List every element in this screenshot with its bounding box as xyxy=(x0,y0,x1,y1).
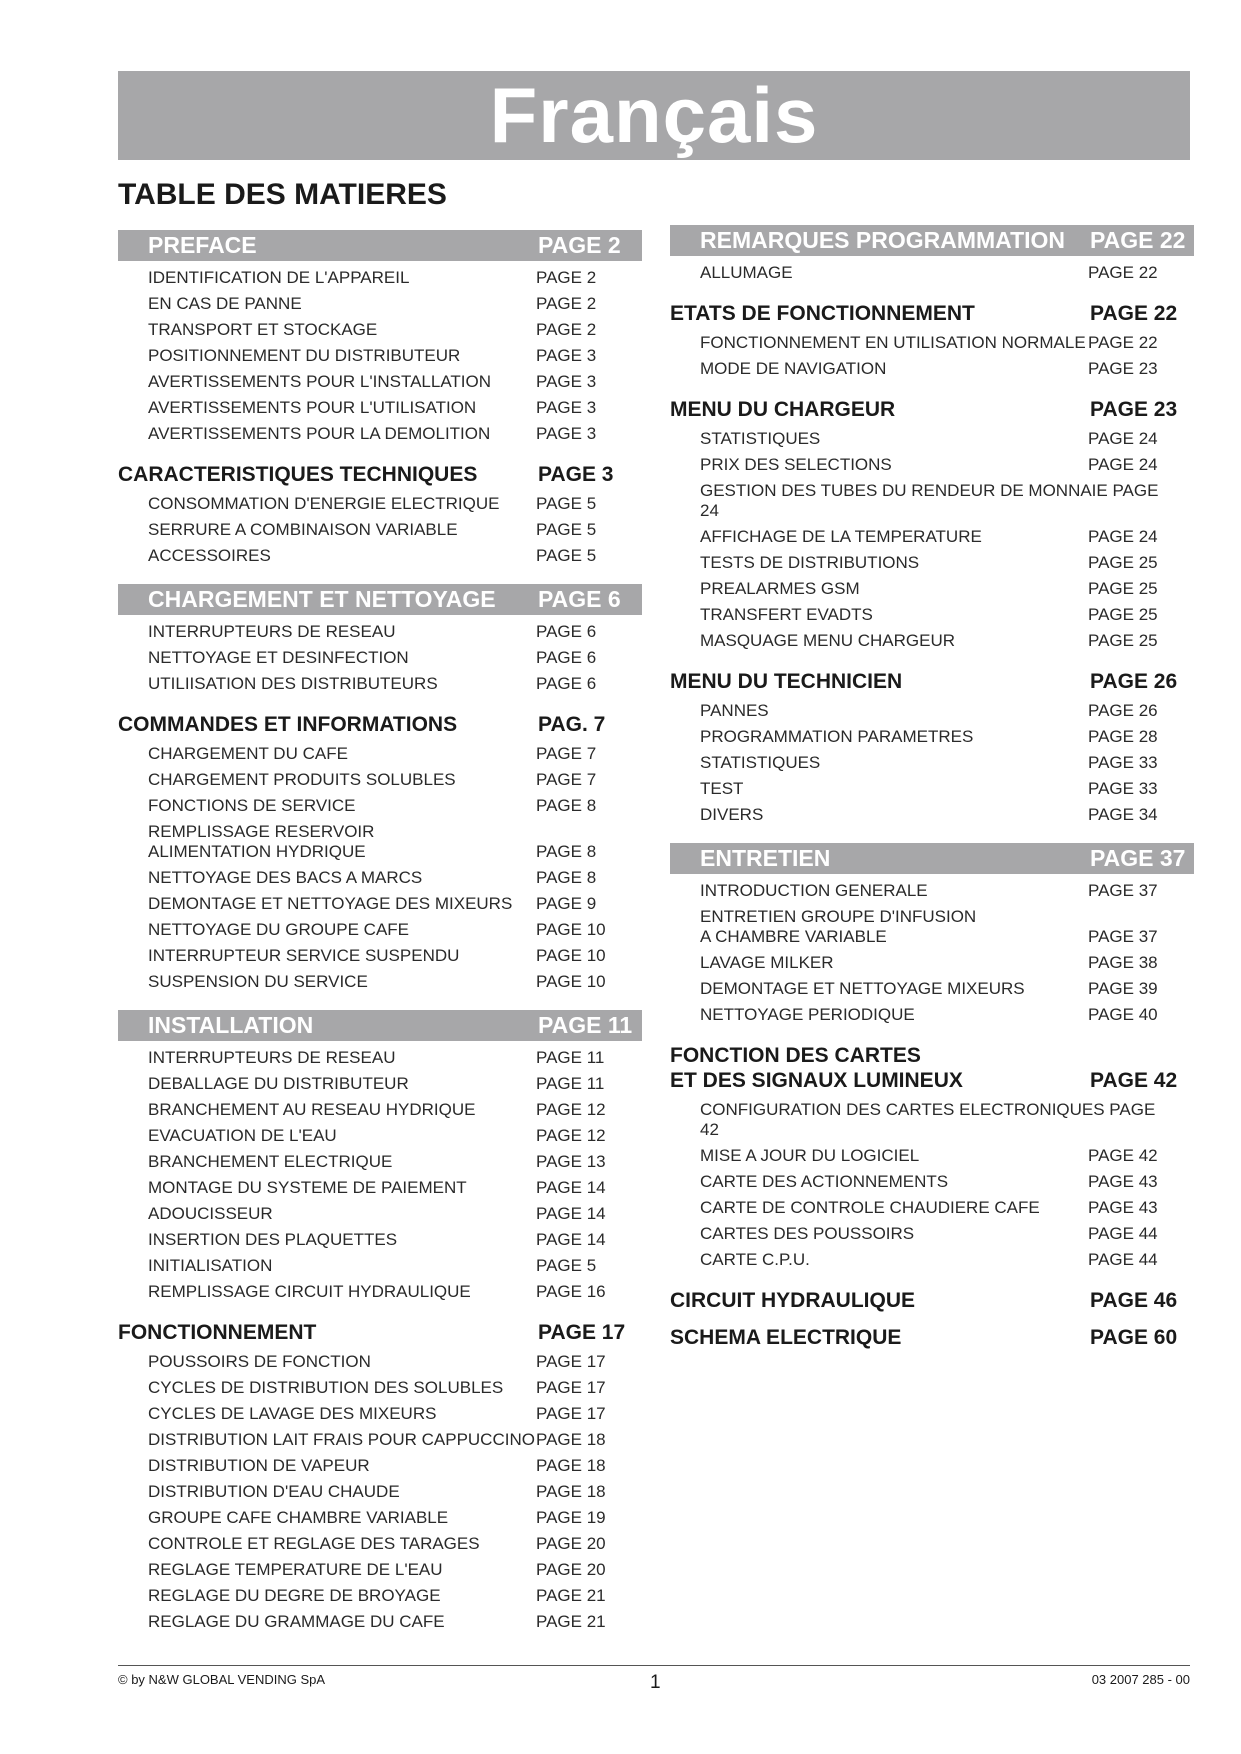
toc-entry-page: PAGE 18 xyxy=(536,1456,606,1475)
toc-entry-title: INTERRUPTEUR SERVICE SUSPENDU xyxy=(148,946,460,965)
footer-divider xyxy=(118,1665,1190,1666)
toc-entry-title: REGLAGE DU GRAMMAGE DU CAFE xyxy=(148,1612,445,1631)
toc-section xyxy=(670,225,1194,301)
toc-entry-title: MISE A JOUR DU LOGICIEL xyxy=(700,1146,920,1165)
section-title: FONCTIONNEMENT xyxy=(118,1321,317,1344)
toc-entry xyxy=(118,648,642,668)
toc-entry-page: PAGE 11 xyxy=(536,1048,605,1067)
toc-entry xyxy=(118,744,642,764)
toc-entry xyxy=(670,359,1194,379)
toc-entry-page: PAGE 26 xyxy=(1088,701,1158,720)
section-heading xyxy=(670,225,1194,256)
toc-entry-list xyxy=(670,256,1194,283)
section-title: CIRCUIT HYDRAULIQUE xyxy=(670,1289,915,1312)
toc-entry-title: CARTE DES ACTIONNEMENTS xyxy=(700,1172,949,1191)
toc-entry xyxy=(118,372,642,392)
toc-entry-title: CONTROLE ET REGLAGE DES TARAGES xyxy=(148,1534,480,1553)
section-title: MENU DU CHARGEUR xyxy=(670,398,896,421)
section-heading xyxy=(118,712,642,737)
toc-entry xyxy=(118,1256,642,1276)
toc-entry xyxy=(118,1152,642,1172)
section-page: PAGE 42 xyxy=(1090,1069,1178,1092)
toc-entry xyxy=(670,631,1194,651)
toc-entry-title: NETTOYAGE DU GROUPE CAFE xyxy=(148,920,410,939)
toc-entry xyxy=(118,1612,642,1632)
section-heading xyxy=(118,1320,642,1345)
toc-entry xyxy=(670,779,1194,799)
toc-entry-page: PAGE 25 xyxy=(1088,605,1158,624)
toc-entry xyxy=(670,605,1194,625)
toc-entry-page: PAGE 12 xyxy=(536,1100,606,1119)
section-heading xyxy=(670,1288,1194,1313)
toc-entry xyxy=(670,753,1194,773)
toc-entry-title: DIVERS xyxy=(700,805,764,824)
toc-entry-page: PAGE 6 xyxy=(536,622,597,641)
toc-entry-page: PAGE 8 xyxy=(536,842,597,861)
toc-entry-title: NETTOYAGE DES BACS A MARCS xyxy=(148,868,423,887)
toc-entry xyxy=(670,263,1194,283)
toc-entry xyxy=(118,424,642,444)
toc-entry-page: PAGE 8 xyxy=(536,796,597,815)
section-title: ENTRETIEN xyxy=(700,845,831,871)
toc-entry xyxy=(670,1224,1194,1244)
toc-entry-title: NETTOYAGE PERIODIQUE xyxy=(700,1005,915,1024)
toc-entry-title: STATISTIQUES xyxy=(700,753,821,772)
toc-entry-page: PAGE 10 xyxy=(536,946,606,965)
toc-entry-page: PAGE 5 xyxy=(536,494,597,513)
toc-entry-page: PAGE 43 xyxy=(1088,1172,1158,1191)
toc-entry-page: PAGE 24 xyxy=(1088,527,1158,546)
toc-entry-page: PAGE 9 xyxy=(536,894,597,913)
toc-entry-title: DEMONTAGE ET NETTOYAGE MIXEURS xyxy=(700,979,1025,998)
section-title: REMARQUES PROGRAMMATION xyxy=(700,227,1066,253)
toc-entry xyxy=(118,920,642,940)
toc-entry-page: PAGE 20 xyxy=(536,1534,606,1553)
toc-entry xyxy=(118,1352,642,1372)
footer-page-number: 1 xyxy=(650,1672,661,1693)
toc-entry-title: EN CAS DE PANNE xyxy=(148,294,302,313)
toc-entry-page: PAGE 5 xyxy=(536,520,597,539)
toc-entry-page: PAGE 17 xyxy=(536,1404,606,1423)
section-page: PAGE 26 xyxy=(1090,670,1178,693)
toc-entry xyxy=(670,429,1194,449)
section-page: PAGE 3 xyxy=(538,463,614,486)
toc-entry-title: FONCTIONS DE SERVICE xyxy=(148,796,356,815)
toc-entry-page: PAGE 16 xyxy=(536,1282,606,1301)
toc-entry xyxy=(670,333,1194,353)
toc-entry-title: REMPLISSAGE CIRCUIT HYDRAULIQUE xyxy=(148,1282,471,1301)
toc-entry-title: INITIALISATION xyxy=(148,1256,273,1275)
toc-entry-title: DISTRIBUTION D'EAU CHAUDE xyxy=(148,1482,400,1501)
section-title: ETATS DE FONCTIONNEMENT xyxy=(670,302,975,325)
toc-entry xyxy=(118,520,642,540)
section-heading xyxy=(118,230,642,261)
section-heading xyxy=(670,397,1194,422)
toc-entry-title: INSERTION DES PLAQUETTES xyxy=(148,1230,398,1249)
toc-entry-page: PAGE 42 xyxy=(1088,1146,1158,1165)
toc-entry-page: PAGE 2 xyxy=(536,320,597,339)
toc-entry-title: ACCESSOIRES xyxy=(148,546,271,565)
toc-entry-title: POSITIONNEMENT DU DISTRIBUTEUR xyxy=(148,346,461,365)
toc-entry xyxy=(118,674,642,694)
toc-entry xyxy=(118,1126,642,1146)
toc-entry-page: PAGE 43 xyxy=(1088,1198,1158,1217)
toc-entry-title: POUSSOIRS DE FONCTION xyxy=(148,1352,371,1371)
toc-entry-title: DEMONTAGE ET NETTOYAGE DES MIXEURS xyxy=(148,894,513,913)
toc-entry xyxy=(118,1508,642,1528)
toc-entry xyxy=(118,346,642,366)
section-page: PAGE 46 xyxy=(1090,1289,1178,1312)
toc-entry xyxy=(670,1146,1194,1166)
toc-entry-page: PAGE 14 xyxy=(536,1230,606,1249)
footer-copyright: © by N&W GLOBAL VENDING SpA xyxy=(118,1672,326,1687)
toc-entry xyxy=(118,1560,642,1580)
toc-entry-title: CHARGEMENT DU CAFE xyxy=(148,744,348,763)
toc-entry-page: PAGE 44 xyxy=(1088,1250,1158,1269)
section-title: CARACTERISTIQUES TECHNIQUES xyxy=(118,463,478,486)
toc-entry-list xyxy=(670,694,1194,825)
section-heading xyxy=(670,1043,1194,1093)
toc-entry-title: REGLAGE DU DEGRE DE BROYAGE xyxy=(148,1586,441,1605)
toc-entry xyxy=(670,579,1194,599)
toc-entry-title: TEST xyxy=(700,779,744,798)
toc-entry-title: CYCLES DE LAVAGE DES MIXEURS xyxy=(148,1404,437,1423)
toc-section xyxy=(670,301,1194,397)
toc-entry-title: BRANCHEMENT ELECTRIQUE xyxy=(148,1152,393,1171)
toc-entry-title: AVERTISSEMENTS POUR L'INSTALLATION xyxy=(148,372,492,391)
toc-entry xyxy=(670,701,1194,721)
toc-entry xyxy=(118,1282,642,1302)
toc-entry xyxy=(118,946,642,966)
toc-entry xyxy=(670,907,1194,947)
toc-entry xyxy=(670,953,1194,973)
toc-entry xyxy=(118,294,642,314)
toc-entry-title: CHARGEMENT PRODUITS SOLUBLES xyxy=(148,770,456,789)
toc-section xyxy=(118,1010,642,1320)
toc-entry-page: PAGE 3 xyxy=(536,424,597,443)
toc-entry xyxy=(670,481,1194,521)
toc-entry xyxy=(118,268,642,288)
toc-entry-title: FONCTIONNEMENT EN UTILISATION NORMALE xyxy=(700,333,1086,352)
toc-entry-page: PAGE 34 xyxy=(1088,805,1158,824)
toc-entry-page: PAGE 24 xyxy=(1088,429,1158,448)
toc-entry-page: PAGE 18 xyxy=(536,1430,606,1449)
toc-entry xyxy=(118,1178,642,1198)
toc-left-column xyxy=(118,230,642,1650)
section-heading xyxy=(670,843,1194,874)
toc-entry-page: PAGE 17 xyxy=(536,1352,606,1371)
toc-entry-page: PAGE 17 xyxy=(536,1378,606,1397)
toc-entry xyxy=(118,1048,642,1068)
section-heading xyxy=(118,584,642,615)
section-page: PAGE 22 xyxy=(1090,302,1178,325)
section-page: PAGE 60 xyxy=(1090,1326,1178,1349)
toc-entry xyxy=(118,1534,642,1554)
toc-entry xyxy=(118,1230,642,1250)
toc-entry-title: CARTES DES POUSSOIRS xyxy=(700,1224,915,1243)
toc-entry-page: PAGE 2 xyxy=(536,268,597,287)
toc-entry-title: REMPLISSAGE RESERVOIR ALIMENTATION HYDRIQUE xyxy=(148,822,375,861)
toc-entry-title: PREALARMES GSM xyxy=(700,579,860,598)
toc-entry-page: PAGE 44 xyxy=(1088,1224,1158,1243)
section-title: PREFACE xyxy=(148,232,257,258)
toc-section xyxy=(670,1043,1194,1288)
toc-entry-page: PAGE 5 xyxy=(536,1256,597,1275)
section-heading xyxy=(670,1325,1194,1350)
toc-entry-page: PAGE 3 xyxy=(536,372,597,391)
toc-right-column xyxy=(670,225,1194,1362)
section-page: PAGE 23 xyxy=(1090,398,1178,421)
section-page: PAGE 37 xyxy=(1090,845,1186,871)
toc-section xyxy=(118,462,642,584)
toc-entry xyxy=(118,622,642,642)
toc-entry-page: PAGE 3 xyxy=(536,346,597,365)
section-page: PAGE 11 xyxy=(538,1012,633,1038)
toc-entry xyxy=(118,796,642,816)
toc-entry-page: PAGE 39 xyxy=(1088,979,1158,998)
section-heading xyxy=(670,301,1194,326)
toc-entry-page: PAGE 38 xyxy=(1088,953,1158,972)
footer-doc-code: 03 2007 285 - 00 xyxy=(1091,1672,1190,1687)
toc-entry xyxy=(118,1100,642,1120)
toc-entry-title: UTILIISATION DES DISTRIBUTEURS xyxy=(148,674,438,693)
toc-entry-title: AVERTISSEMENTS POUR LA DEMOLITION xyxy=(148,424,491,443)
section-page: PAGE 17 xyxy=(538,1321,626,1344)
toc-entry-page: PAGE 7 xyxy=(536,770,597,789)
toc-entry-title: IDENTIFICATION DE L'APPAREIL xyxy=(148,268,410,287)
toc-entry-list xyxy=(670,326,1194,379)
toc-entry-title: LAVAGE MILKER xyxy=(700,953,834,972)
toc-entry xyxy=(118,894,642,914)
toc-entry-list xyxy=(118,487,642,566)
section-title: FONCTION DES CARTES ET DES SIGNAUX LUMINEUX xyxy=(670,1044,963,1092)
toc-entry-title: SERRURE A COMBINAISON VARIABLE xyxy=(148,520,458,539)
toc-entry xyxy=(670,1250,1194,1270)
toc-entry xyxy=(118,1074,642,1094)
toc-entry xyxy=(670,727,1194,747)
toc-entry xyxy=(670,1005,1194,1025)
section-heading xyxy=(118,462,642,487)
toc-entry xyxy=(118,1430,642,1450)
toc-entry-page: PAGE 6 xyxy=(536,648,597,667)
toc-entry-list xyxy=(118,1345,642,1632)
language-banner: Français xyxy=(118,71,1190,160)
toc-entry-page: PAGE 33 xyxy=(1088,753,1158,772)
toc-entry-page: PAGE 10 xyxy=(536,972,606,991)
toc-entry-page: PAGE 18 xyxy=(536,1482,606,1501)
toc-entry-list xyxy=(118,261,642,444)
toc-entry-page: PAGE 37 xyxy=(1088,927,1158,946)
toc-entry-title: AFFICHAGE DE LA TEMPERATURE xyxy=(700,527,982,546)
section-title: COMMANDES ET INFORMATIONS xyxy=(118,713,458,736)
toc-entry-page: PAGE 7 xyxy=(536,744,597,763)
toc-entry-list xyxy=(118,737,642,992)
toc-entry xyxy=(118,868,642,888)
toc-entry-title: GROUPE CAFE CHAMBRE VARIABLE xyxy=(148,1508,449,1527)
toc-entry xyxy=(118,1378,642,1398)
toc-section xyxy=(670,397,1194,669)
section-page: PAGE 2 xyxy=(538,232,621,258)
toc-entry-page: PAGE 6 xyxy=(536,674,597,693)
section-heading xyxy=(670,669,1194,694)
toc-entry-title: STATISTIQUES xyxy=(700,429,821,448)
toc-entry-title: INTRODUCTION GENERALE xyxy=(700,881,928,900)
toc-entry-page: PAGE 37 xyxy=(1088,881,1158,900)
toc-entry-title: REGLAGE TEMPERATURE DE L'EAU xyxy=(148,1560,443,1579)
toc-entry-title: TRANSPORT ET STOCKAGE xyxy=(148,320,378,339)
toc-entry-title: AVERTISSEMENTS POUR L'UTILISATION xyxy=(148,398,477,417)
toc-section xyxy=(670,669,1194,843)
toc-entry-title: SUSPENSION DU SERVICE xyxy=(148,972,368,991)
toc-entry-title: NETTOYAGE ET DESINFECTION xyxy=(148,648,409,667)
toc-section xyxy=(670,1325,1194,1362)
toc-entry-page: PAGE 25 xyxy=(1088,553,1158,572)
toc-entry xyxy=(670,1198,1194,1218)
toc-entry-title: DISTRIBUTION DE VAPEUR xyxy=(148,1456,370,1475)
toc-entry-page: PAGE 14 xyxy=(536,1204,606,1223)
toc-entry-title: ALLUMAGE xyxy=(700,263,793,282)
toc-entry xyxy=(670,805,1194,825)
toc-entry-page: PAGE 25 xyxy=(1088,631,1158,650)
toc-entry-title: BRANCHEMENT AU RESEAU HYDRIQUE xyxy=(148,1100,476,1119)
toc-entry-page: PAGE 21 xyxy=(536,1586,606,1605)
toc-section xyxy=(118,230,642,462)
toc-entry-title: GESTION DES TUBES DU RENDEUR DE MONNAIE PAGE 24 xyxy=(700,481,1159,520)
toc-entry-title: CARTE DE CONTROLE CHAUDIERE CAFE xyxy=(700,1198,1040,1217)
toc-section xyxy=(118,712,642,1010)
toc-entry-title: CONFIGURATION DES CARTES ELECTRONIQUES PAGE 42 xyxy=(700,1100,1156,1139)
toc-entry-title: CARTE C.P.U. xyxy=(700,1250,810,1269)
toc-entry-page: PAGE 11 xyxy=(536,1074,605,1093)
toc-entry xyxy=(670,455,1194,475)
toc-entry-page: PAGE 40 xyxy=(1088,1005,1158,1024)
toc-entry-title: INTERRUPTEURS DE RESEAU xyxy=(148,1048,396,1067)
toc-entry xyxy=(670,527,1194,547)
section-title: CHARGEMENT ET NETTOYAGE xyxy=(148,586,496,612)
toc-entry-title: TESTS DE DISTRIBUTIONS xyxy=(700,553,920,572)
toc-entry-page: PAGE 21 xyxy=(536,1612,606,1631)
toc-entry-title: CYCLES DE DISTRIBUTION DES SOLUBLES xyxy=(148,1378,504,1397)
section-title: MENU DU TECHNICIEN xyxy=(670,670,903,693)
toc-entry-list xyxy=(670,422,1194,651)
toc-entry-page: PAGE 19 xyxy=(536,1508,606,1527)
toc-entry-page: PAGE 10 xyxy=(536,920,606,939)
toc-entry xyxy=(118,546,642,566)
toc-entry-page: PAGE 20 xyxy=(536,1560,606,1579)
toc-entry-list xyxy=(118,1041,642,1302)
toc-entry-list xyxy=(118,615,642,694)
toc-entry xyxy=(118,822,642,862)
toc-entry-title: MASQUAGE MENU CHARGEUR xyxy=(700,631,956,650)
toc-entry xyxy=(670,881,1194,901)
toc-entry-title: PANNES xyxy=(700,701,769,720)
toc-section xyxy=(118,1320,642,1650)
toc-section xyxy=(670,1288,1194,1325)
toc-entry xyxy=(118,1404,642,1424)
toc-entry-title: PROGRAMMATION PARAMETRES xyxy=(700,727,974,746)
toc-entry-title: MONTAGE DU SYSTEME DE PAIEMENT xyxy=(148,1178,467,1197)
toc-entry-page: PAGE 14 xyxy=(536,1178,606,1197)
toc-entry-title: CONSOMMATION D'ENERGIE ELECTRIQUE xyxy=(148,494,500,513)
toc-entry-page: PAGE 13 xyxy=(536,1152,606,1171)
toc-entry xyxy=(118,770,642,790)
toc-entry-list xyxy=(670,874,1194,1025)
toc-entry xyxy=(118,1456,642,1476)
toc-entry-page: PAGE 22 xyxy=(1088,263,1158,282)
toc-entry-page: PAGE 22 xyxy=(1088,333,1158,352)
toc-entry-page: PAGE 24 xyxy=(1088,455,1158,474)
section-heading xyxy=(118,1010,642,1041)
toc-entry-title: INTERRUPTEURS DE RESEAU xyxy=(148,622,396,641)
toc-entry-title: DISTRIBUTION LAIT FRAIS POUR CAPPUCCINO xyxy=(148,1430,535,1449)
toc-section xyxy=(670,843,1194,1043)
section-title: SCHEMA ELECTRIQUE xyxy=(670,1326,902,1349)
toc-entry xyxy=(670,1100,1194,1140)
toc-entry-title: MODE DE NAVIGATION xyxy=(700,359,887,378)
toc-title: TABLE DES MATIERES xyxy=(118,178,447,211)
toc-entry-page: PAGE 2 xyxy=(536,294,597,313)
toc-entry-title: DEBALLAGE DU DISTRIBUTEUR xyxy=(148,1074,409,1093)
toc-entry-page: PAGE 25 xyxy=(1088,579,1158,598)
toc-entry xyxy=(670,979,1194,999)
toc-entry-title: ENTRETIEN GROUPE D'INFUSION A CHAMBRE VARIABLE xyxy=(700,907,977,946)
toc-entry-list xyxy=(670,1093,1194,1270)
toc-entry-page: PAGE 23 xyxy=(1088,359,1158,378)
toc-entry xyxy=(118,494,642,514)
toc-entry-page: PAGE 8 xyxy=(536,868,597,887)
toc-entry xyxy=(118,320,642,340)
toc-entry-title: PRIX DES SELECTIONS xyxy=(700,455,892,474)
toc-entry xyxy=(670,1172,1194,1192)
toc-section xyxy=(118,584,642,712)
toc-entry xyxy=(670,553,1194,573)
toc-entry-title: TRANSFERT EVADTS xyxy=(700,605,873,624)
toc-entry xyxy=(118,1204,642,1224)
toc-entry-title: EVACUATION DE L'EAU xyxy=(148,1126,337,1145)
section-page: PAGE 22 xyxy=(1090,227,1186,253)
toc-entry xyxy=(118,972,642,992)
toc-entry-page: PAGE 3 xyxy=(536,398,597,417)
section-title: INSTALLATION xyxy=(148,1012,314,1038)
toc-entry-page: PAGE 12 xyxy=(536,1126,606,1145)
toc-entry-page: PAGE 33 xyxy=(1088,779,1158,798)
toc-entry xyxy=(118,1482,642,1502)
section-page: PAG. 7 xyxy=(538,713,606,736)
toc-entry-page: PAGE 28 xyxy=(1088,727,1158,746)
toc-entry xyxy=(118,398,642,418)
toc-entry-page: PAGE 5 xyxy=(536,546,597,565)
toc-entry xyxy=(118,1586,642,1606)
section-page: PAGE 6 xyxy=(538,586,621,612)
toc-entry-title: ADOUCISSEUR xyxy=(148,1204,273,1223)
